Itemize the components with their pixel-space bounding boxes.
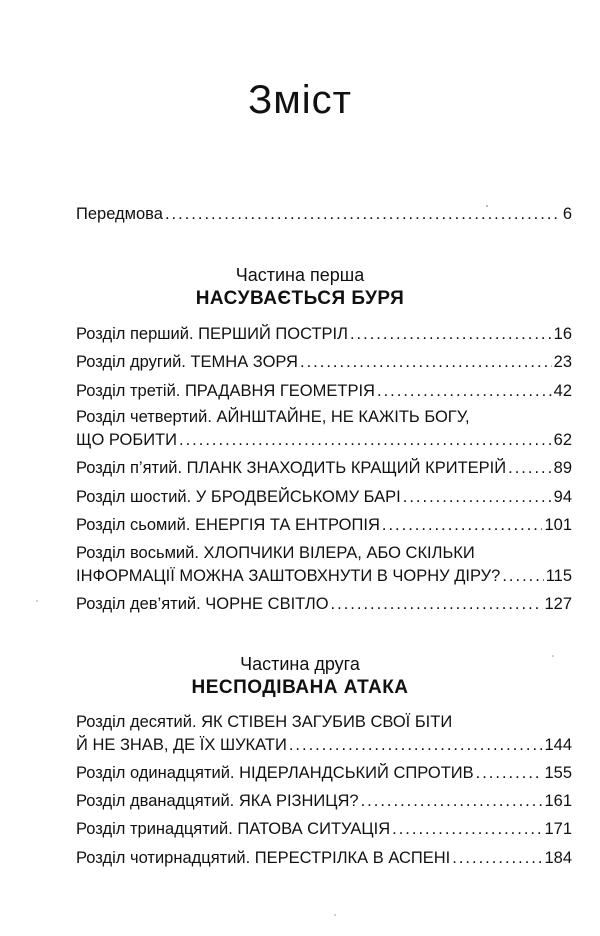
toc-entry-text: Розділ третій. ПРАДАВНЯ ГЕОМЕТРІЯ xyxy=(76,382,375,400)
toc-page-number: 6 xyxy=(562,205,572,223)
part-two-title: НЕСПОДІВАНА АТАКА xyxy=(191,677,409,698)
toc-entry-text: Розділ сьомий. ЕНЕРГІЯ ТА ЕНТРОПІЯ xyxy=(76,516,380,534)
page-title: Зміст xyxy=(248,78,352,122)
toc-entry-text-line1: Розділ четвертий. АЙНШТАЙНЕ, НЕ КАЖІТЬ БОГУ, xyxy=(76,408,470,426)
toc-page-number: 127 xyxy=(544,595,572,613)
toc-page-number: 94 xyxy=(553,488,572,506)
toc-page-number: 144 xyxy=(544,736,572,754)
toc-page-number: 115 xyxy=(545,567,572,585)
toc-page-number: 184 xyxy=(544,849,572,867)
toc-entry-text: Розділ одинадцятий. НІДЕРЛАНДСЬКИЙ СПРОТИВ xyxy=(76,764,474,782)
toc-entry-text: Розділ тринадцятий. ПАТОВА СИТУАЦІЯ xyxy=(76,820,391,838)
toc-page-number: 161 xyxy=(544,792,572,810)
toc-page-number: 42 xyxy=(553,382,572,400)
toc-page-number: 155 xyxy=(544,764,572,782)
toc-page-number: 62 xyxy=(553,431,572,449)
toc-entry-text: Розділ чотирнадцятий. ПЕРЕСТРІЛКА В АСПЕНІ xyxy=(76,849,451,867)
toc-entry-text: Розділ дванадцятий. ЯКА РІЗНИЦЯ? xyxy=(76,792,359,810)
scan-speck xyxy=(334,914,336,916)
scan-speck xyxy=(552,655,554,657)
toc-entry-text: Розділ п’ятий. ПЛАНК ЗНАХОДИТЬ КРАЩИЙ КРИТЕРІЙ xyxy=(76,459,507,477)
toc-entry-text-line2: ЩО РОБИТИ xyxy=(76,431,177,449)
toc-entry-text: Розділ другий. ТЕМНА ЗОРЯ xyxy=(76,353,298,371)
toc-entry-text: Розділ шостий. У БРОДВЕЙСЬКОМУ БАРІ xyxy=(76,488,401,506)
toc-entry-text: Розділ дев’ятий. ЧОРНЕ СВІТЛО xyxy=(76,595,329,613)
toc-page-number: 101 xyxy=(544,516,572,534)
toc-page-number: 23 xyxy=(553,353,572,371)
toc-entry-text-line1: Розділ десятий. ЯК СТІВЕН ЗАГУБИВ СВОЇ БІТИ xyxy=(76,713,453,731)
scan-speck xyxy=(486,205,488,207)
toc-entry-text-line1: Розділ восьмий. ХЛОПЧИКИ ВІЛЕРА, АБО СКІЛЬКИ xyxy=(76,544,475,562)
part-one-title: НАСУВАЄТЬСЯ БУРЯ xyxy=(195,288,405,309)
toc-entry-text-line2: Й НЕ ЗНАВ, ДЕ ЇХ ШУКАТИ xyxy=(76,736,287,754)
part-one-label: Частина перша xyxy=(235,265,365,285)
part-two-label: Частина друга xyxy=(240,654,360,674)
scan-speck xyxy=(36,600,38,602)
toc-page-number: 16 xyxy=(553,325,572,343)
toc-page-number: 89 xyxy=(553,459,572,477)
toc-entry-text: Розділ перший. ПЕРШИЙ ПОСТРІЛ xyxy=(76,325,348,343)
toc-page-number: 171 xyxy=(544,820,572,838)
toc-entry-text: Передмова xyxy=(76,205,163,223)
toc-entry-text-line2: ІНФОРМАЦІЇ МОЖНА ЗАШТОВХНУТИ В ЧОРНУ ДІРУ? xyxy=(76,567,501,585)
